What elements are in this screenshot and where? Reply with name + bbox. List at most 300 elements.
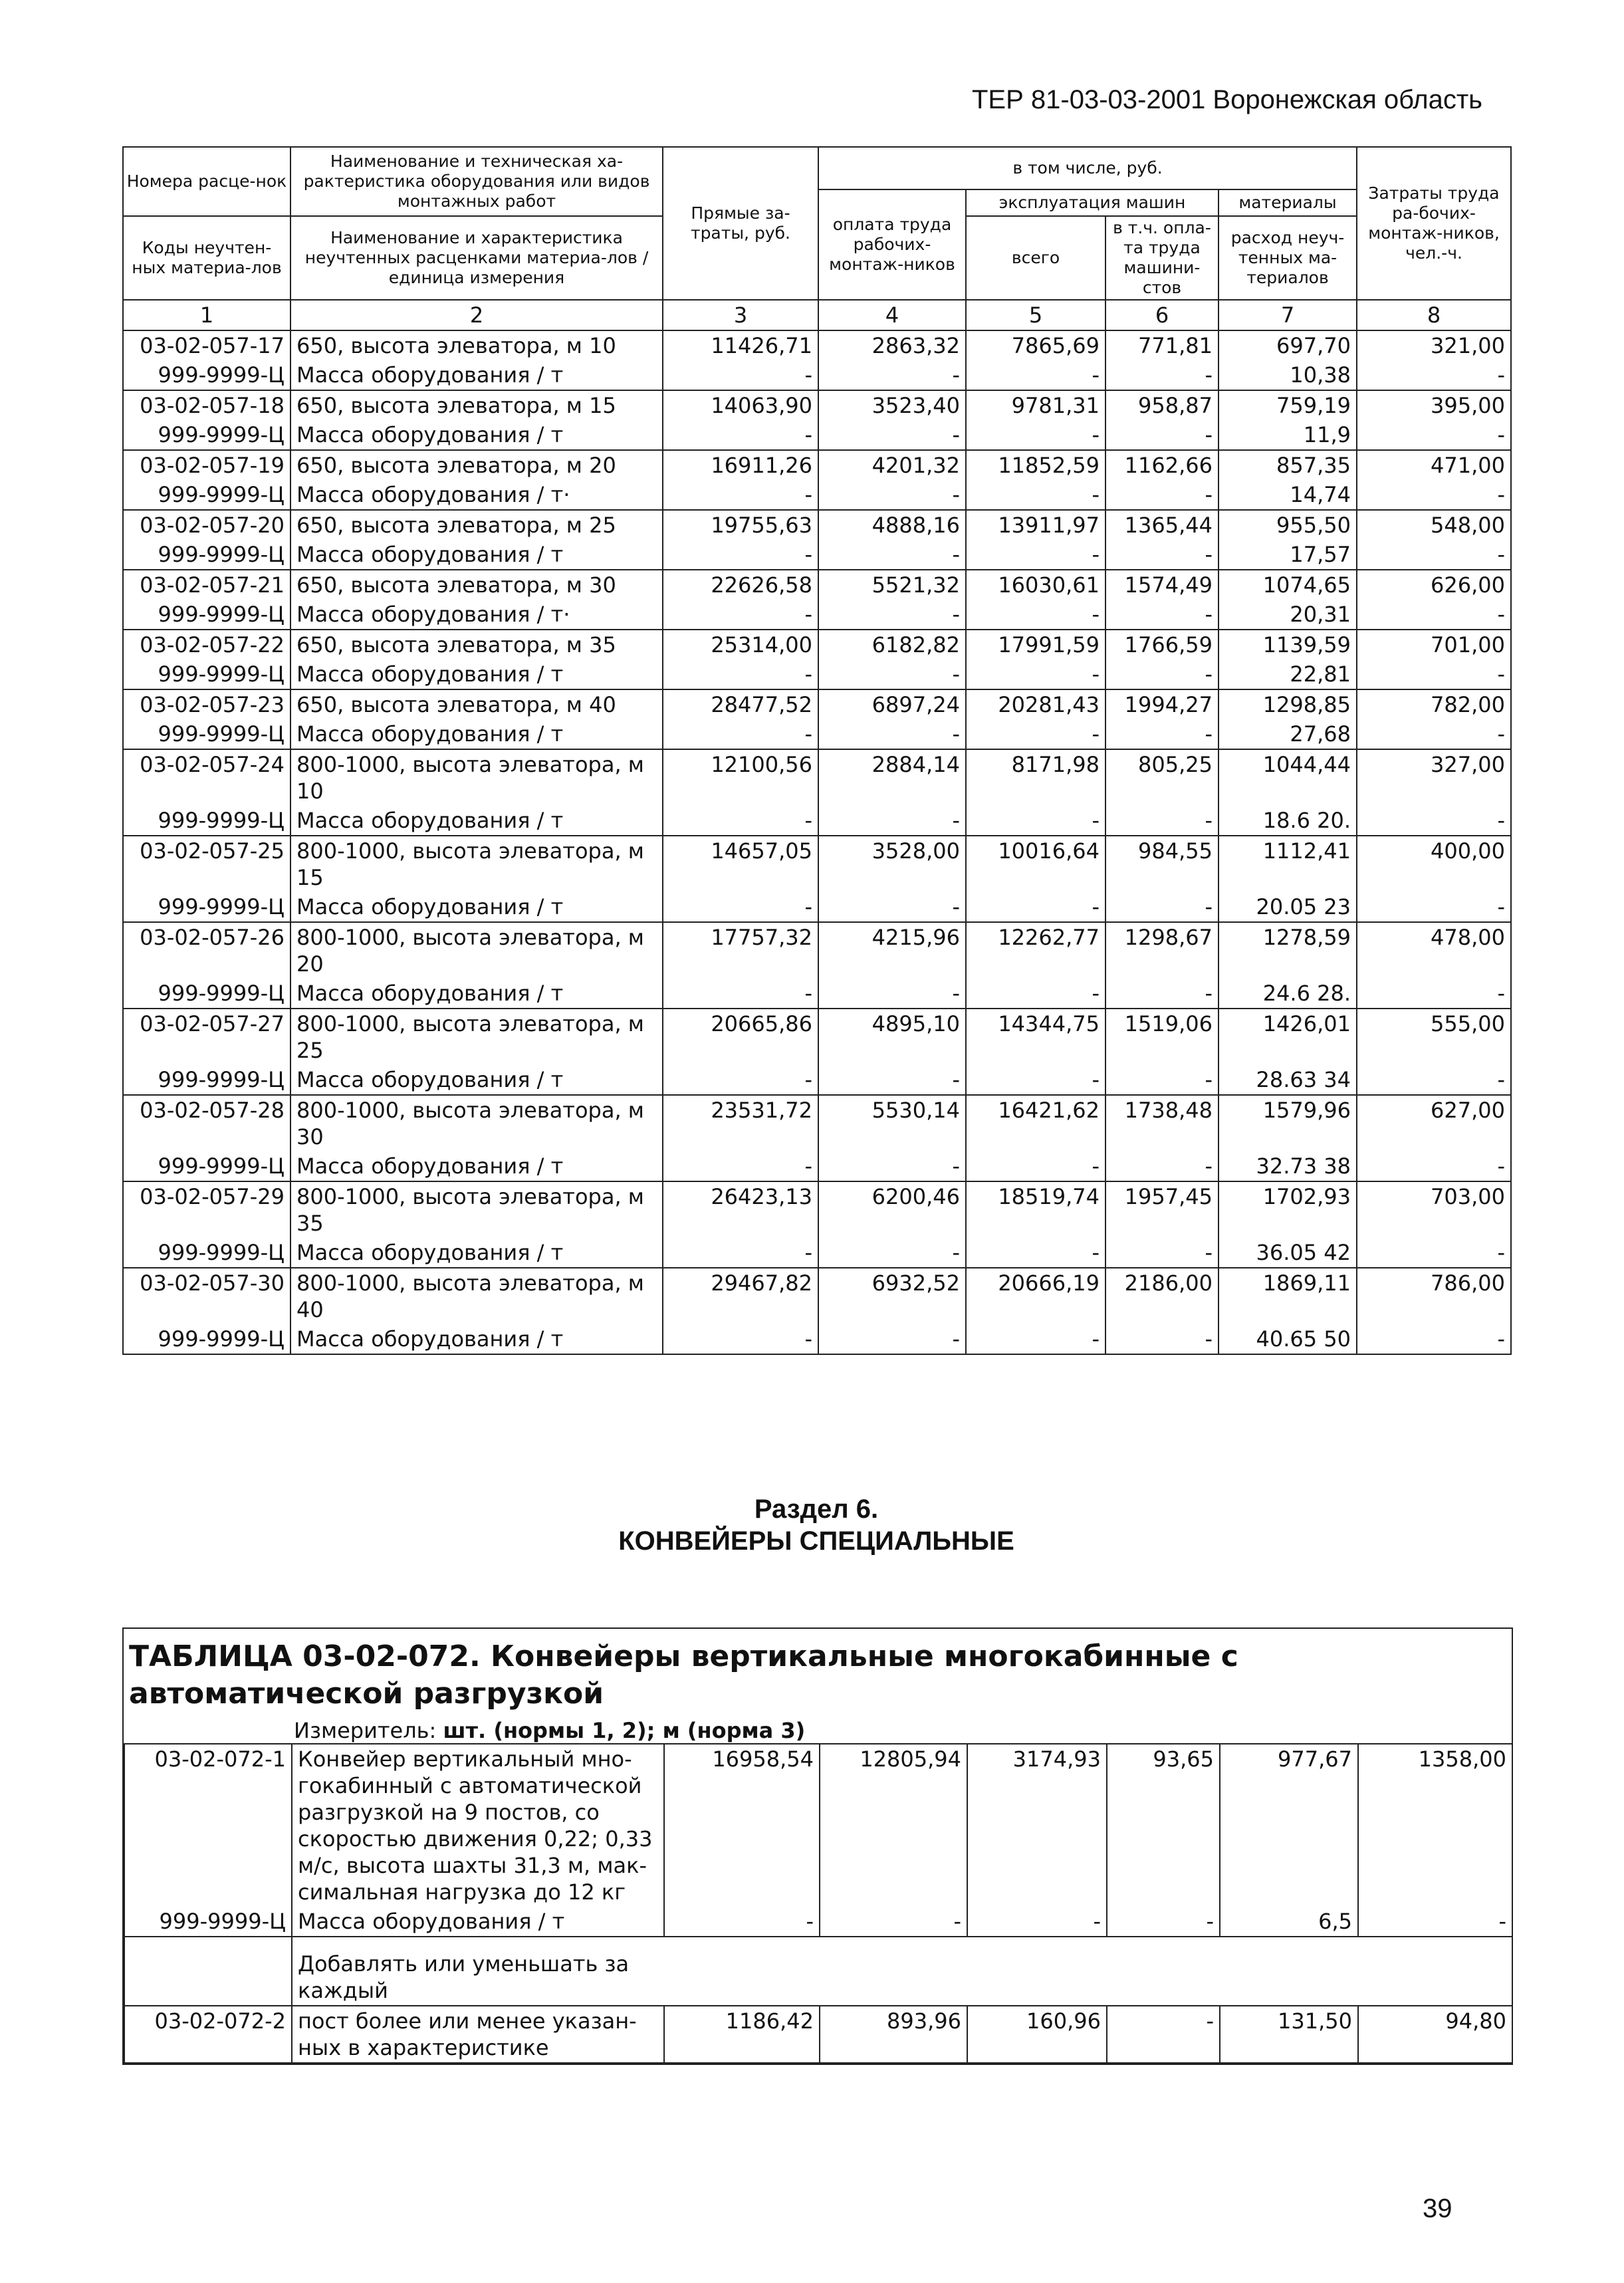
table-heading: ТАБЛИЦА 03-02-072. Конвейеры вертикальные многокабинные с автоматической разгрузкой [129, 1639, 1238, 1711]
machine-total: 20666,19 [966, 1268, 1105, 1324]
machine-total: 13911,97 [966, 510, 1105, 540]
material-code: 999-9999-Ц [123, 540, 290, 570]
work-name: 650, высота элеватора, м 15 [290, 390, 663, 420]
rate-code: 03-02-057-22 [123, 630, 290, 660]
machinist-wage: - [1105, 360, 1218, 390]
material-name: Масса оборудования / т [290, 660, 663, 689]
conveyor-rates-table [124, 1743, 1513, 2064]
worker-wage: 893,96 [820, 2006, 967, 2063]
document-header-title: ТЕР 81-03-03-2001 Воронежская область [971, 85, 1482, 114]
rate-code: 03-02-057-27 [123, 1009, 290, 1065]
machine-total: - [966, 892, 1105, 922]
material-consumption: 32.73 38 [1218, 1151, 1357, 1181]
labor-costs: 400,00 [1357, 836, 1511, 892]
labor-costs: 626,00 [1357, 570, 1511, 600]
materials: 1139,59 [1218, 630, 1357, 660]
direct-costs: 19755,63 [663, 510, 818, 540]
machinist-wage: 958,87 [1105, 390, 1218, 420]
machine-total: - [966, 1324, 1105, 1354]
worker-wage: - [818, 1065, 966, 1095]
labor-costs: - [1357, 480, 1511, 510]
direct-costs: 20665,86 [663, 1009, 818, 1065]
header-material-codes: Коды неучтен-ных материа-лов [123, 216, 290, 300]
rate-code: 03-02-057-18 [123, 390, 290, 420]
rate-code: 03-02-057-30 [123, 1268, 290, 1324]
material-name: Масса оборудования / т· [290, 480, 663, 510]
work-name: 800-1000, высота элеватора, м 35 [290, 1181, 663, 1238]
labor-costs: 478,00 [1357, 922, 1511, 979]
material-code: 999-9999-Ц [123, 600, 290, 630]
column-number: 1 [123, 300, 290, 330]
worker-wage: - [818, 892, 966, 922]
material-consumption: 20,31 [1218, 600, 1357, 630]
labor-costs: 321,00 [1357, 330, 1511, 360]
machinist-wage: 93,65 [1107, 1744, 1220, 1907]
table-row [124, 2006, 1512, 2063]
table-row [123, 420, 1511, 450]
machinist-wage: - [1105, 420, 1218, 450]
direct-costs: - [663, 806, 818, 836]
machinist-wage: - [1105, 660, 1218, 689]
material-consumption: 6,5 [1220, 1907, 1358, 1937]
materials: 697,70 [1218, 330, 1357, 360]
machine-total: 17991,59 [966, 630, 1105, 660]
column-number: 2 [290, 300, 663, 330]
worker-wage: 6200,46 [818, 1181, 966, 1238]
materials: 857,35 [1218, 450, 1357, 480]
machine-total: 16030,61 [966, 570, 1105, 600]
direct-costs: - [663, 892, 818, 922]
machine-total: 9781,31 [966, 390, 1105, 420]
table-row [123, 1238, 1511, 1268]
table-row [124, 1907, 1512, 1937]
header-work-name: Наименование и техническая ха-рактеристика оборудования или видов монтажных работ [290, 147, 663, 216]
direct-costs: 14657,05 [663, 836, 818, 892]
direct-costs: - [663, 1238, 818, 1268]
rate-code: 03-02-057-23 [123, 689, 290, 719]
machine-total: - [966, 480, 1105, 510]
direct-costs: - [663, 1151, 818, 1181]
labor-costs: - [1358, 1907, 1512, 1937]
worker-wage: - [818, 420, 966, 450]
rate-code: 03-02-057-29 [123, 1181, 290, 1238]
direct-costs: - [663, 540, 818, 570]
worker-wage: 3523,40 [818, 390, 966, 420]
table-row [123, 1009, 1511, 1065]
unit-value: шт. (нормы 1, 2); м (норма 3) [443, 1718, 806, 1743]
table-row [123, 480, 1511, 510]
material-consumption: 22,81 [1218, 660, 1357, 689]
direct-costs: 16911,26 [663, 450, 818, 480]
rate-code: 03-02-057-21 [123, 570, 290, 600]
table-body [123, 330, 1511, 1354]
machine-total: - [966, 1238, 1105, 1268]
work-name: 650, высота элеватора, м 10 [290, 330, 663, 360]
labor-costs: - [1357, 892, 1511, 922]
material-name: Масса оборудования / т [290, 806, 663, 836]
machinist-wage: 2186,00 [1105, 1268, 1218, 1324]
worker-wage: 2863,32 [818, 330, 966, 360]
table-row [123, 600, 1511, 630]
table-row [123, 836, 1511, 892]
materials: 1579,96 [1218, 1095, 1357, 1151]
page-number: 39 [1423, 2194, 1452, 2223]
rate-code: 03-02-057-25 [123, 836, 290, 892]
material-code: 999-9999-Ц [123, 1238, 290, 1268]
machinist-wage: 1957,45 [1105, 1181, 1218, 1238]
material-name: Масса оборудования / т [290, 540, 663, 570]
table-row [123, 660, 1511, 689]
machinist-wage: 1994,27 [1105, 689, 1218, 719]
material-consumption: 28.63 34 [1218, 1065, 1357, 1095]
labor-costs: 701,00 [1357, 630, 1511, 660]
table-row [124, 1744, 1512, 1907]
labor-costs: - [1357, 719, 1511, 749]
rate-code: 03-02-072-1 [124, 1744, 292, 1907]
worker-wage: - [818, 1324, 966, 1354]
direct-costs: - [663, 719, 818, 749]
material-code: 999-9999-Ц [123, 719, 290, 749]
labor-costs: 782,00 [1357, 689, 1511, 719]
direct-costs: 25314,00 [663, 630, 818, 660]
worker-wage: 4201,32 [818, 450, 966, 480]
material-code: 999-9999-Ц [124, 1907, 292, 1937]
direct-costs: - [663, 360, 818, 390]
machine-total: - [966, 360, 1105, 390]
material-consumption: 11,9 [1218, 420, 1357, 450]
machinist-wage: 1298,67 [1105, 922, 1218, 979]
material-code: 999-9999-Ц [123, 1324, 290, 1354]
labor-costs: 327,00 [1357, 749, 1511, 806]
direct-costs: 23531,72 [663, 1095, 818, 1151]
labor-costs: - [1357, 1065, 1511, 1095]
machinist-wage: - [1107, 2006, 1220, 2063]
material-consumption: 24.6 28. [1218, 979, 1357, 1009]
material-code: 999-9999-Ц [123, 660, 290, 689]
rate-code: 03-02-057-24 [123, 749, 290, 806]
machinist-wage: - [1105, 1324, 1218, 1354]
table-03-02-072 [122, 1627, 1513, 2065]
worker-wage: - [818, 600, 966, 630]
worker-wage: - [820, 1907, 967, 1937]
note-text [292, 1937, 1512, 2006]
direct-costs: 28477,52 [663, 689, 818, 719]
labor-costs: - [1357, 806, 1511, 836]
table-row [123, 806, 1511, 836]
column-number: 4 [818, 300, 966, 330]
direct-costs: - [663, 660, 818, 689]
machinist-wage: 1738,48 [1105, 1095, 1218, 1151]
material-name: Масса оборудования / т [292, 1907, 664, 1937]
table-row [123, 360, 1511, 390]
column-number: 6 [1105, 300, 1218, 330]
column-number: 8 [1357, 300, 1511, 330]
work-name: 800-1000, высота элеватора, м 10 [290, 749, 663, 806]
worker-wage: 5521,32 [818, 570, 966, 600]
materials: 1869,11 [1218, 1268, 1357, 1324]
work-name: 650, высота элеватора, м 25 [290, 510, 663, 540]
unit-label: Измеритель: [294, 1718, 437, 1743]
table-row [123, 922, 1511, 979]
machine-total: - [966, 806, 1105, 836]
machine-total: 8171,98 [966, 749, 1105, 806]
worker-wage: 4215,96 [818, 922, 966, 979]
materials: 759,19 [1218, 390, 1357, 420]
table-row [123, 689, 1511, 719]
worker-wage: - [818, 1151, 966, 1181]
machine-total: - [966, 719, 1105, 749]
machinist-wage: - [1105, 719, 1218, 749]
machine-total: - [966, 540, 1105, 570]
table-header [123, 147, 1511, 330]
materials: 1702,93 [1218, 1181, 1357, 1238]
materials: 1044,44 [1218, 749, 1357, 806]
labor-costs: - [1357, 1324, 1511, 1354]
table-row [123, 892, 1511, 922]
work-name: 800-1000, высота элеватора, м 25 [290, 1009, 663, 1065]
direct-costs: 22626,58 [663, 570, 818, 600]
material-name: Масса оборудования / т [290, 719, 663, 749]
worker-wage: 6932,52 [818, 1268, 966, 1324]
work-name: 800-1000, высота элеватора, м 30 [290, 1095, 663, 1151]
materials: 1074,65 [1218, 570, 1357, 600]
machinist-wage: - [1105, 1238, 1218, 1268]
machine-total: 160,96 [967, 2006, 1107, 2063]
material-name: Масса оборудования / т [290, 1238, 663, 1268]
direct-costs: - [663, 480, 818, 510]
machine-total: 12262,77 [966, 922, 1105, 979]
materials: 955,50 [1218, 510, 1357, 540]
rate-code: 03-02-072-2 [124, 2006, 292, 2063]
direct-costs: - [663, 979, 818, 1009]
header-material-consumption: расход неуч-тенных ма-териалов [1218, 216, 1357, 300]
direct-costs: 11426,71 [663, 330, 818, 360]
column-number: 5 [966, 300, 1105, 330]
work-name: 800-1000, высота элеватора, м 15 [290, 836, 663, 892]
labor-costs: - [1357, 1238, 1511, 1268]
material-consumption: 27,68 [1218, 719, 1357, 749]
column-number: 3 [663, 300, 818, 330]
header-machine-operation: эксплуатация машин [966, 189, 1218, 216]
machine-total: - [966, 660, 1105, 689]
labor-costs: - [1357, 979, 1511, 1009]
labor-costs: 703,00 [1357, 1181, 1511, 1238]
machinist-wage: 1519,06 [1105, 1009, 1218, 1065]
worker-wage: - [818, 719, 966, 749]
material-code: 999-9999-Ц [123, 979, 290, 1009]
machine-total: 16421,62 [966, 1095, 1105, 1151]
material-code: 999-9999-Ц [123, 806, 290, 836]
header-worker-wage: оплата труда рабочих-монтаж-ников [818, 189, 966, 300]
worker-wage: - [818, 540, 966, 570]
worker-wage: - [818, 1238, 966, 1268]
table-row [123, 540, 1511, 570]
labor-costs: - [1357, 600, 1511, 630]
work-name: 650, высота элеватора, м 20 [290, 450, 663, 480]
direct-costs: - [663, 1065, 818, 1095]
machinist-wage: 1574,49 [1105, 570, 1218, 600]
table-row [123, 1324, 1511, 1354]
rate-code: 03-02-057-26 [123, 922, 290, 979]
header-rate-number: Номера расце-нок [123, 147, 290, 216]
material-code: 999-9999-Ц [123, 360, 290, 390]
labor-costs: 555,00 [1357, 1009, 1511, 1065]
material-name: Масса оборудования / т [290, 979, 663, 1009]
unit-of-measure [124, 1713, 1512, 1743]
labor-costs: 548,00 [1357, 510, 1511, 540]
machine-total: - [966, 600, 1105, 630]
materials: 1426,01 [1218, 1009, 1357, 1065]
note: Добавлять или уменьшать за каждый [298, 1951, 630, 2003]
direct-costs: - [663, 600, 818, 630]
direct-costs: - [664, 1907, 820, 1937]
table-row [123, 979, 1511, 1009]
machinist-wage: 805,25 [1105, 749, 1218, 806]
labor-costs: 786,00 [1357, 1268, 1511, 1324]
table-row [123, 510, 1511, 540]
worker-wage: 2884,14 [818, 749, 966, 806]
work-name: 650, высота элеватора, м 35 [290, 630, 663, 660]
labor-costs: - [1357, 420, 1511, 450]
machinist-wage: - [1107, 1907, 1220, 1937]
labor-costs: - [1357, 1151, 1511, 1181]
materials: 1112,41 [1218, 836, 1357, 892]
worker-wage: 6897,24 [818, 689, 966, 719]
section-number: Раздел 6. [754, 1495, 879, 1524]
worker-wage: 6182,82 [818, 630, 966, 660]
worker-wage: 4895,10 [818, 1009, 966, 1065]
machinist-wage: - [1105, 979, 1218, 1009]
labor-costs: 94,80 [1358, 2006, 1512, 2063]
worker-wage: 3528,00 [818, 836, 966, 892]
section-title: КОНВЕЙЕРЫ СПЕЦИАЛЬНЫЕ [618, 1526, 1014, 1556]
machine-total: - [967, 1907, 1107, 1937]
material-consumption: 17,57 [1218, 540, 1357, 570]
table-row [123, 1095, 1511, 1151]
worker-wage: 5530,14 [818, 1095, 966, 1151]
material-code: 999-9999-Ц [123, 1151, 290, 1181]
materials: 1298,85 [1218, 689, 1357, 719]
material-name: Масса оборудования / т [290, 1324, 663, 1354]
rates-table [122, 146, 1512, 1355]
material-code: 999-9999-Ц [123, 480, 290, 510]
material-name: Масса оборудования / т· [290, 600, 663, 630]
machine-total: 14344,75 [966, 1009, 1105, 1065]
labor-costs: 471,00 [1357, 450, 1511, 480]
labor-costs: 1358,00 [1358, 1744, 1512, 1907]
material-name: Масса оборудования / т [290, 892, 663, 922]
machinist-wage: - [1105, 600, 1218, 630]
header-material-names: Наименование и характеристика неучтенных расценками материа-лов / единица измерения [290, 216, 663, 300]
material-code: 999-9999-Ц [123, 420, 290, 450]
worker-wage: - [818, 660, 966, 689]
worker-wage: 4888,16 [818, 510, 966, 540]
table-row [123, 1151, 1511, 1181]
material-name: Масса оборудования / т [290, 360, 663, 390]
table-row [123, 719, 1511, 749]
work-name: Конвейер вертикальный мно-гокабинный с автоматической разгрузкой на 9 постов, со скоростью движения 0,22; 0,33 м/с, высота шахты 31,3 м, мак-симальная нагрузка до 12 кг [292, 1744, 664, 1907]
machinist-wage: - [1105, 892, 1218, 922]
machinist-wage: 771,81 [1105, 330, 1218, 360]
material-consumption: 10,38 [1218, 360, 1357, 390]
worker-wage: 12805,94 [820, 1744, 967, 1907]
machinist-wage: 984,55 [1105, 836, 1218, 892]
table-row [123, 630, 1511, 660]
table-row [123, 1181, 1511, 1238]
header-group-including: в том числе, руб. [818, 147, 1357, 189]
machinist-wage: 1766,59 [1105, 630, 1218, 660]
table-row [123, 1065, 1511, 1095]
machinist-wage: - [1105, 806, 1218, 836]
machine-total: 3174,93 [967, 1744, 1107, 1907]
material-consumption: 40.65 50 [1218, 1324, 1357, 1354]
rate-code: 03-02-057-17 [123, 330, 290, 360]
direct-costs: - [663, 420, 818, 450]
material-name: Масса оборудования / т [290, 420, 663, 450]
worker-wage: - [818, 979, 966, 1009]
direct-costs: 12100,56 [663, 749, 818, 806]
header-machinist-wage: в т.ч. опла-та труда машини-стов [1105, 216, 1218, 300]
table-row [123, 749, 1511, 806]
work-name: пост более или менее указан-ных в характеристике [292, 2006, 664, 2063]
direct-costs: 14063,90 [663, 390, 818, 420]
table-row [123, 450, 1511, 480]
rate-code: 03-02-057-19 [123, 450, 290, 480]
machine-total: - [966, 1151, 1105, 1181]
machinist-wage: 1365,44 [1105, 510, 1218, 540]
material-code: 999-9999-Ц [123, 892, 290, 922]
material-name: Масса оборудования / т [290, 1065, 663, 1095]
column-number: 7 [1218, 300, 1357, 330]
table-row [123, 1268, 1511, 1324]
machine-total: - [966, 420, 1105, 450]
worker-wage: - [818, 360, 966, 390]
machinist-wage: 1162,66 [1105, 450, 1218, 480]
table-row [123, 330, 1511, 360]
rate-code: 03-02-057-28 [123, 1095, 290, 1151]
direct-costs: 16958,54 [664, 1744, 820, 1907]
direct-costs: 29467,82 [663, 1268, 818, 1324]
material-consumption: 36.05 42 [1218, 1238, 1357, 1268]
direct-costs: 26423,13 [663, 1181, 818, 1238]
machine-total: 20281,43 [966, 689, 1105, 719]
labor-costs: - [1357, 360, 1511, 390]
machinist-wage: - [1105, 480, 1218, 510]
materials: 131,50 [1220, 2006, 1358, 2063]
direct-costs: - [663, 1324, 818, 1354]
machine-total: - [966, 1065, 1105, 1095]
material-consumption: 18.6 20. [1218, 806, 1357, 836]
header-direct-costs: Прямые за-траты, руб. [663, 147, 818, 300]
work-name: 800-1000, высота элеватора, м 40 [290, 1268, 663, 1324]
work-name: 650, высота элеватора, м 30 [290, 570, 663, 600]
table-row [123, 390, 1511, 420]
worker-wage: - [818, 806, 966, 836]
labor-costs: - [1357, 540, 1511, 570]
work-name: 800-1000, высота элеватора, м 20 [290, 922, 663, 979]
labor-costs: 395,00 [1357, 390, 1511, 420]
rate-code: 03-02-057-20 [123, 510, 290, 540]
machinist-wage: - [1105, 1151, 1218, 1181]
machine-total: 7865,69 [966, 330, 1105, 360]
header-materials: материалы [1218, 189, 1357, 216]
worker-wage: - [818, 480, 966, 510]
material-consumption: 20.05 23 [1218, 892, 1357, 922]
materials: 977,67 [1220, 1744, 1358, 1907]
header-machine-total: всего [966, 216, 1105, 300]
material-consumption: 14,74 [1218, 480, 1357, 510]
materials: 1278,59 [1218, 922, 1357, 979]
